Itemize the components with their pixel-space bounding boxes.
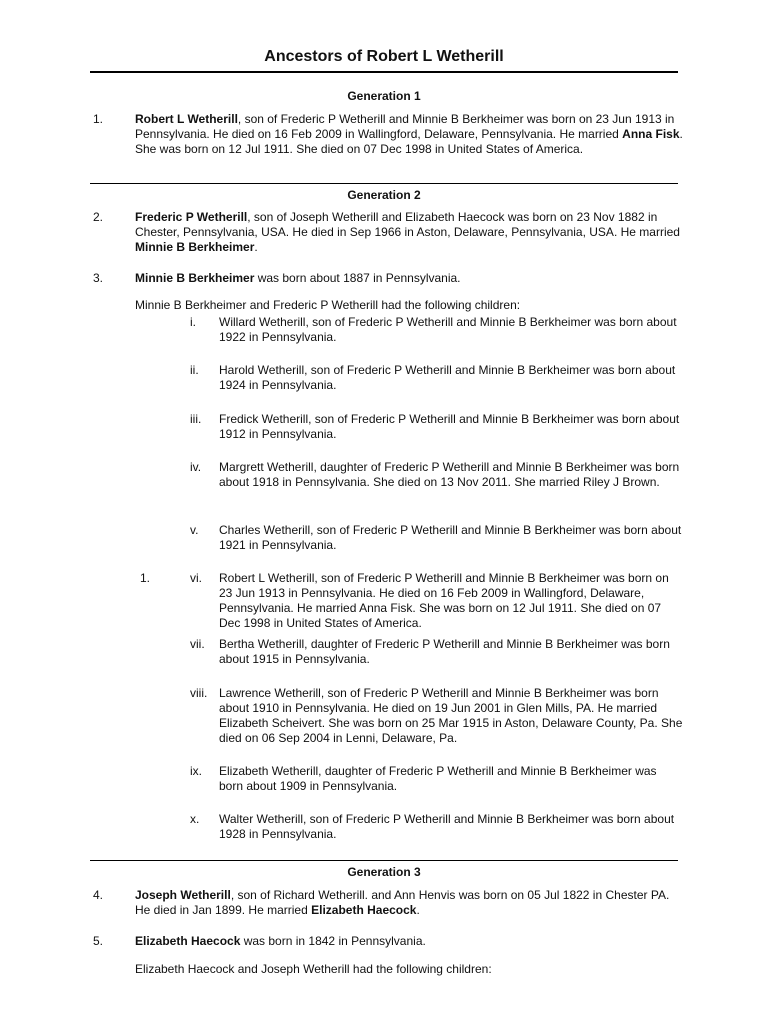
person-entry-4 [93, 888, 683, 918]
person-number: 4. [93, 888, 104, 902]
person-description: Frederic P Wetherill, son of Joseph Wetherill and Elizabeth Haecock was born on 23 Nov 1882 in Chester, Pennsylvania, USA. He died in Sep 1966 in Aston, Delaware, Pennsylvania, USA. He married Minnie B Berkheimer. [135, 210, 680, 254]
child-description: Fredick Wetherill, son of Frederic P Wetherill and Minnie B Berkheimer was born about 1912 in Pennsylvania. [219, 412, 680, 441]
children-intro: Elizabeth Haecock and Joseph Wetherill had the following children: [135, 962, 492, 976]
child-numeral: ii. [190, 363, 199, 377]
person-entry-5 [93, 934, 683, 949]
person-entry-1 [93, 112, 683, 157]
child-numeral: vi. [190, 571, 202, 585]
child-description: Elizabeth Wetherill, daughter of Frederic P Wetherill and Minnie B Berkheimer was born about 1909 in Pennsylvania. [219, 764, 657, 793]
document-title: Ancestors of Robert L Wetherill [264, 48, 504, 65]
person-number: 5. [93, 934, 104, 948]
child-entry [135, 571, 683, 631]
person-name: Robert L Wetherill [135, 112, 238, 126]
child-entry [135, 637, 683, 667]
child-entry [135, 812, 683, 842]
child-entry [135, 315, 683, 345]
person-description: Joseph Wetherill, son of Richard Wetherill. and Ann Henvis was born on 05 Jul 1822 in Chester PA. He died in Jan 1899. He married Elizabeth Haecock. [135, 888, 670, 917]
person-number: 3. [93, 271, 104, 285]
child-numeral: ix. [190, 764, 202, 778]
child-numeral: iii. [190, 412, 202, 426]
person-description: Elizabeth Haecock was born in 1842 in Pennsylvania. [135, 934, 426, 948]
child-numeral: iv. [190, 460, 202, 474]
child-entry [135, 523, 683, 553]
child-ref-number: 1. [140, 571, 151, 585]
person-description: Robert L Wetherill, son of Frederic P Wetherill and Minnie B Berkheimer was born on 23 Jun 1913 in Pennsylvania. He died on 16 Feb 2009 in Wallingford, Delaware, Pennsylvania. He married Anna Fisk. She was born on 12 Jul 1911. She died on 07 Dec 1998 in United States of America. [135, 112, 683, 156]
generation-divider [90, 860, 678, 861]
spouse-name: Minnie B Berkheimer [135, 240, 255, 254]
children-intro: Minnie B Berkheimer and Frederic P Wetherill had the following children: [135, 298, 521, 312]
child-description: Lawrence Wetherill, son of Frederic P Wetherill and Minnie B Berkheimer was born about 1910 in Pennsylvania. He died on 19 Jun 2001 in Glen Mills, PA. He married Elizabeth Scheivert. She was born on 25 Mar 1915 in Aston, Delaware County, Pa. She died on 06 Sep 2004 in Lenni, Delaware, Pa. [219, 686, 683, 745]
child-numeral: i. [190, 315, 196, 329]
child-numeral: x. [190, 812, 200, 826]
child-description: Charles Wetherill, son of Frederic P Wetherill and Minnie B Berkheimer was born about 1921 in Pennsylvania. [219, 523, 682, 552]
child-entry [135, 460, 683, 490]
child-entry [135, 764, 683, 794]
child-numeral: v. [190, 523, 199, 537]
person-name: Minnie B Berkheimer [135, 271, 255, 285]
child-description: Willard Wetherill, son of Frederic P Wetherill and Minnie B Berkheimer was born about 1922 in Pennsylvania. [219, 315, 677, 344]
title-rule [90, 71, 678, 73]
person-number: 1. [93, 112, 104, 126]
child-description: Bertha Wetherill, daughter of Frederic P Wetherill and Minnie B Berkheimer was born about 1915 in Pennsylvania. [219, 637, 670, 666]
child-entry [135, 412, 683, 442]
generation-3-heading: Generation 3 [347, 865, 421, 879]
person-name: Joseph Wetherill [135, 888, 231, 902]
child-description: Walter Wetherill, son of Frederic P Wetherill and Minnie B Berkheimer was born about 1928 in Pennsylvania. [219, 812, 675, 841]
child-description: Robert L Wetherill, son of Frederic P Wetherill and Minnie B Berkheimer was born on 23 Jun 1913 in Pennsylvania. He died on 16 Feb 2009 in Wallingford, Delaware, Pennsylvania. He married Anna Fisk. She was born on 12 Jul 1911. She died on 07 Dec 1998 in United States of America. [219, 571, 669, 630]
person-description: Minnie B Berkheimer was born about 1887 in Pennsylvania. [135, 271, 461, 285]
child-numeral: vii. [190, 637, 205, 651]
child-entry [135, 363, 683, 393]
person-name: Frederic P Wetherill [135, 210, 248, 224]
spouse-name: Anna Fisk [622, 127, 680, 141]
person-entry-2 [93, 210, 683, 255]
child-numeral: viii. [190, 686, 208, 700]
child-description: Margrett Wetherill, daughter of Frederic P Wetherill and Minnie B Berkheimer was born about 1918 in Pennsylvania. She died on 13 Nov 2011. She married Riley J Brown. [219, 460, 680, 489]
person-name: Elizabeth Haecock [135, 934, 241, 948]
child-entry [135, 686, 683, 746]
generation-1-heading: Generation 1 [347, 89, 421, 103]
person-entry-3 [93, 271, 683, 286]
spouse-name: Elizabeth Haecock [311, 903, 417, 917]
person-number: 2. [93, 210, 104, 224]
generation-divider [90, 183, 678, 184]
generation-2-heading: Generation 2 [347, 188, 421, 202]
child-description: Harold Wetherill, son of Frederic P Wetherill and Minnie B Berkheimer was born about 1924 in Pennsylvania. [219, 363, 676, 392]
